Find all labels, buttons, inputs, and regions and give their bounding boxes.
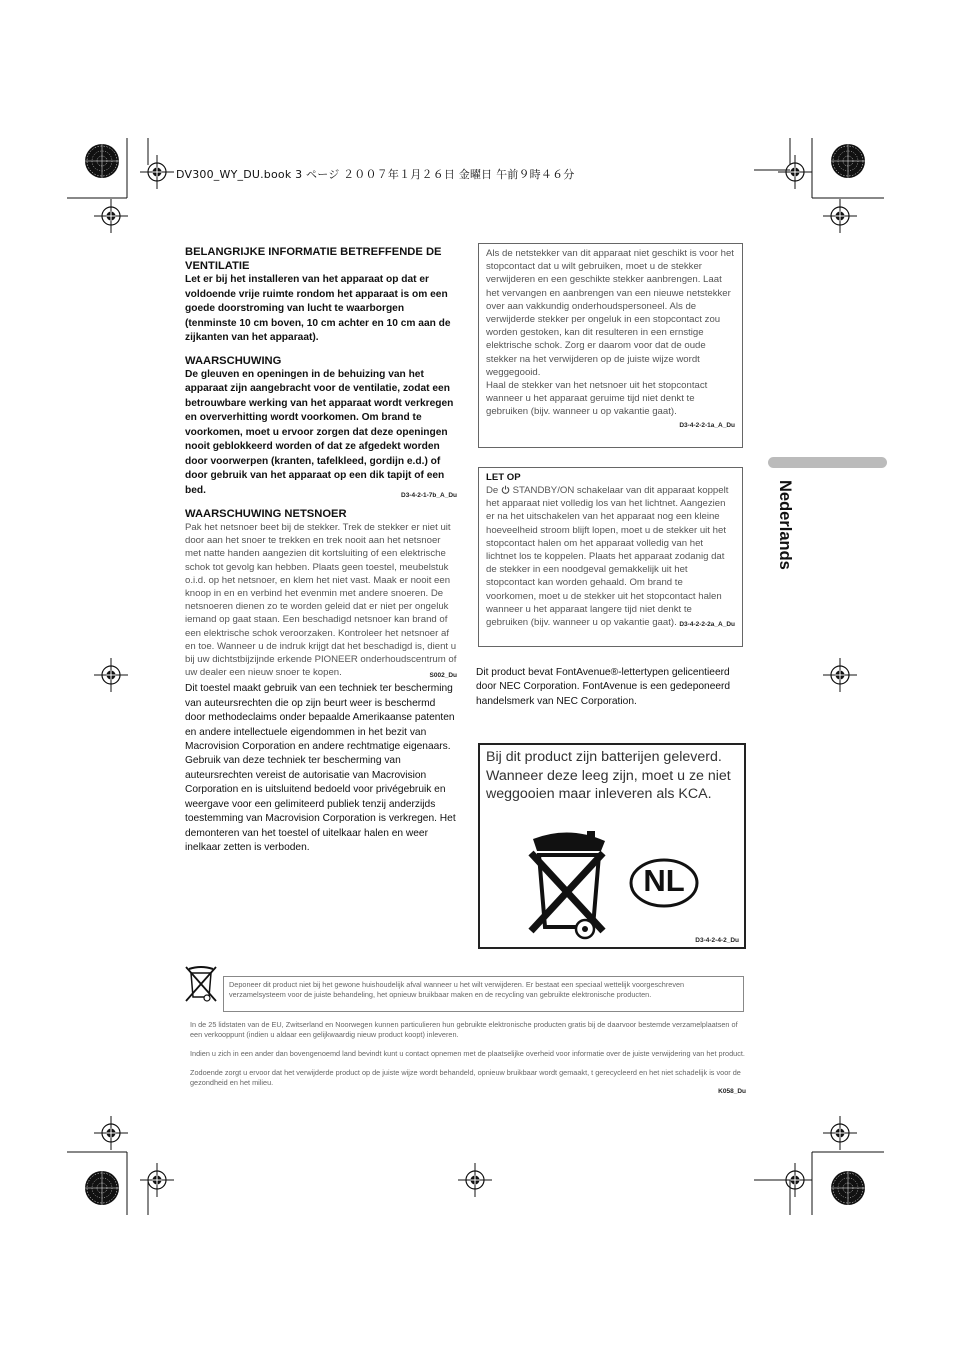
netsnoer-title: WAARSCHUWING NETSNOER bbox=[185, 508, 347, 520]
netsnoer-text: Pak het netsnoer beet bij de stekker. Trek de stekker er niet uit door aan het snoer te trekken en trek nooit aan het netsnoer met natte handen aangezien dit kortsluiting of een elektrische schok tot gevolg kan hebben. Plaats geen toestel, meubelstuk o.i.d. op het netsnoer, en klem het niet vast. Maak er nooit een knoop in en en verbind het evenmin met andere snoeren. De netsnoeren dienen zo te worden geleid dat er niet per ongeluk iemand op gaat staan. Een beschadigd netsnoer kan brand of een elektrische schok veroorzaken. Kontroleer het netsnoer af en toe. Wanneer u de indruk krijgt dat het beschadigd is, dient u bij uw dichtstbijzijnde erkende PIONEER onderhoudscentrum of uw dealer een nieuw snoer te kopen. S002_Du bbox=[185, 521, 457, 679]
ventilation-text: Let er bij het installeren van het apparaat op dat er voldoende vrije ruimte rondom het apparaat is om een goede doorstroming van lucht te waarborgen (tenminste 10 cm boven, 10 cm achter en 10 cm aan de zijkanten van het apparaat). bbox=[185, 274, 451, 343]
file-header: DV300_WY_DU.book 3 ページ ２００７年１月２６日 金曜日 午前９時４６分 bbox=[176, 168, 575, 181]
plug-text: Als de netstekker van dit apparaat niet geschikt is voor het stopcontact dat u wilt gebruiken, moet u de stekker verwijderen en een geschikte stekker aanbrengen. Laat het vervangen en aanbrengen van een nieuwe netstekker over aan vakkundig onderhoudspersoneel. Als de verwijderde stekker per ongeluk in een stopcontact zou worden gestoken, kan dit resulteren in een ernstige elektrische schok. Zorg er daarom voor dat de oude stekker na het verwijderen op de juiste wijze wordt weggegooid. bbox=[486, 248, 734, 378]
weee-code: K058_Du bbox=[718, 1088, 746, 1095]
language-label: Nederlands bbox=[776, 480, 794, 570]
macrovision-text: Dit toestel maakt gebruik van een techniek ter bescherming van auteursrechten die op zijn beurt weer is beschermd door methodeclaims onder bepaalde Amerikaanse patenten en andere intellectuele eigendommen in het bezit van Macrovision Corporation en andere rechtmatige eigenaars. Gebruik van deze techniek ter bescherming van auteursrechten vereist de autorisatie van Macrovision Corporation en is uitsluitend bedoeld voor privégebruik en weergave voor een gelimiteerd publiek tenzij anderzijds bbox=[185, 683, 455, 810]
nl-label: NL bbox=[643, 863, 685, 898]
weee-paragraph-3: Zodoende zorgt u ervoor dat het verwijderde product op de juiste wijze wordt behandeld, opnieuw bruikbaar wordt gemaakt, t gerecycleerd en het niet schadelijk is voor de gezondheid en het milieu. bbox=[190, 1068, 741, 1087]
warning-text: De gleuven en openingen in de behuizing van het apparaat zijn aangebracht voor de ventilatie, zodat een betrouwbare werking van het apparaat wordt verkregen en oververhitting wordt voorkomen. Om brand te voorkomen, moet u ervoor zorgen dat deze openingen nooit geblokkeerd worden of dat ze afgedekt worden door voorwerpen (kranten, tafelkleed, gordijn e.d.) of door gebruik van het apparaat op een dik tapijt of een bed. D3-4-2-1-7b_A_Du bbox=[185, 368, 457, 499]
font-notice: Dit product bevat FontAvenue®-lettertypen gelicentieerd door NEC Corporation. FontAvenue is een gedeponeerd handelsmerk van NEC Corporation. bbox=[476, 667, 731, 707]
left-column bbox=[185, 245, 457, 855]
plug-code: D3-4-2-2-1a_A_Du bbox=[679, 421, 735, 429]
battery-text: Bij dit product zijn batterijen geleverd. Wanneer deze leeg zijn, moet u ze niet weggooien maar inleveren als KCA. bbox=[486, 749, 731, 802]
weee-bin-icon bbox=[183, 963, 219, 1003]
weee-notice-box: Deponeer dit product niet bij het gewone huishoudelijk afval wanneer u het wilt verwijderen. Er bestaat een speciaal wettelijk voorgeschreven verzamelsysteem voor de juiste behandeling, het opnieuw bruikbaar maken en de recycling van gebruikte elektronische producten. bbox=[223, 976, 744, 1012]
crossed-bin-icon bbox=[525, 829, 615, 941]
plug-text-2: Haal de stekker van het netsnoer uit het stopcontact wanneer u het apparaat geruime tijd niet denkt te gebruiken (bijv. wanneer u op vakantie gaat). bbox=[486, 380, 708, 418]
weee-info bbox=[190, 1020, 746, 1095]
battery-code: D3-4-2-4-2_Du bbox=[695, 937, 739, 944]
ventilation-title: BELANGRIJKE INFORMATIE BETREFFENDE DE VENTILATIE bbox=[185, 246, 442, 272]
letop-box bbox=[478, 467, 743, 647]
weee-paragraph-1: In de 25 lidstaten van de EU, Zwitserland en Noorwegen kunnen particulieren hun gebruikte elektronische producten gratis bij de daarvoor bestemde verzamelplaatsen of een verkooppunt (indien u aldaar een gelijkwaardig nieuw product koopt) inleveren. bbox=[190, 1020, 738, 1039]
letop-code: D3-4-2-2-2a_A_Du bbox=[679, 621, 735, 629]
letop-title: LET OP bbox=[486, 472, 521, 483]
netsnoer-code: S002_Du bbox=[429, 672, 457, 680]
weee-paragraph-2: Indien u zich in een ander dan bovengenoemd land bevindt kunt u contact opnemen met de plaatselijke overheid voor informatie over de juiste verwijdering van het product. bbox=[190, 1049, 745, 1058]
letop-text: De STANDBY/ON schakelaar van dit apparaat koppelt het apparaat niet volledig los van het lichtnet. Aangezien er na het uitschakelen van het apparaat nog een kleine hoeveelheid stroom blijft lopen, moet u de stekker uit het stopcontact halen om het apparaat volledig van het lichtnet los te koppelen. Plaats het apparaat zodanig dat de stekker in een noodgeval gemakkelijk uit het stopcontact kan worden gehaald. Om brand te voorkomen, moet u de stekker uit het stopcontact halen wanneer u het apparaat langere tijd niet denkt te gebruiken (bijv. wanneer u op vakantie gaat). D3-4-2-2-2a_A_Du bbox=[486, 484, 735, 629]
language-tab bbox=[768, 457, 887, 468]
plug-notice-box bbox=[478, 243, 743, 448]
warning-code: D3-4-2-1-7b_A_Du bbox=[401, 491, 457, 499]
power-icon bbox=[501, 485, 510, 494]
macrovision-text-2: toestemming van Macrovision Corporation is verkregen. Het demonteren van het toestel of uitelkaar halen en weer inelkaar zetten is verboden. bbox=[185, 813, 456, 853]
warning-title: WAARSCHUWING bbox=[185, 354, 282, 367]
battery-box bbox=[478, 743, 746, 949]
